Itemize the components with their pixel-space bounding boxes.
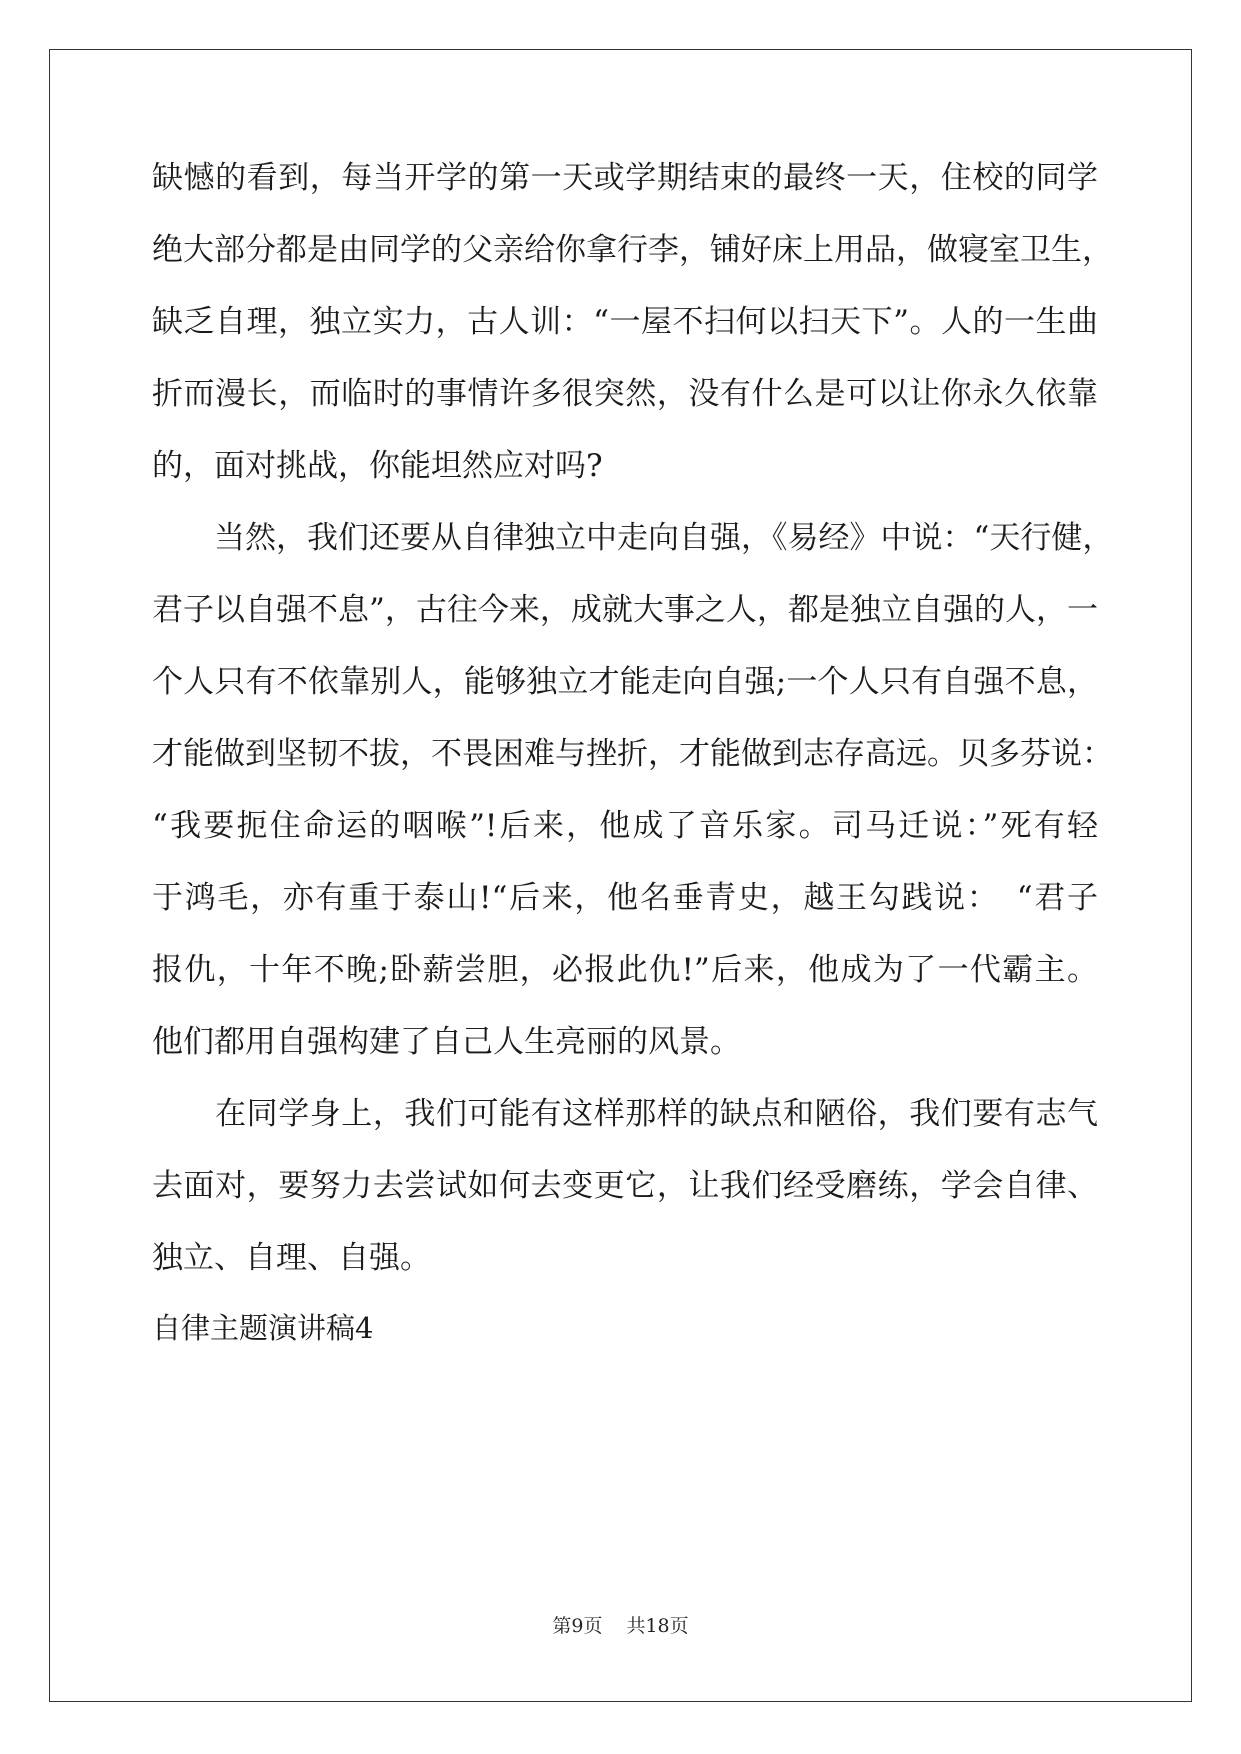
text-line: 缺憾的看到，每当开学的第一天或学期结束的最终一天，住校的同学: [152, 160, 1098, 196]
text-line: 缺乏自理，独立实力，古人训：“一屋不扫何以扫天下”。人的一生曲: [152, 304, 1098, 340]
page-border: [49, 49, 1192, 1702]
text-line: 折而漫长，而临时的事情许多很突然，没有什么是可以让你永久依靠: [152, 376, 1098, 412]
text-line: 个人只有不依靠别人，能够独立才能走向自强;一个人只有自强不息，: [152, 664, 1098, 700]
text-line: 当然，我们还要从自律独立中走向自强，《易经》中说：“天行健，: [152, 520, 1114, 556]
text-line: 的，面对挑战，你能坦然应对吗?: [152, 448, 603, 484]
text-line: “我要扼住命运的咽喉”!后来，他成了音乐家。司马迁说：”死有轻: [152, 808, 1098, 844]
page-footer: [0, 1614, 1241, 1638]
text-line: 报仇，十年不晚;卧薪尝胆，必报此仇!”后来，他成为了一代霸主。: [152, 952, 1098, 988]
text-line: 于鸿毛，亦有重于泰山!“后来，他名垂青史，越王勾践说： “君子: [152, 880, 1098, 916]
text-line: 去面对，要努力去尝试如何去变更它，让我们经受磨练，学会自律、: [152, 1168, 1098, 1204]
text-line: 在同学身上，我们可能有这样那样的缺点和陋俗，我们要有志气: [152, 1096, 1098, 1132]
section-heading: 自律主题演讲稿4: [152, 1311, 374, 1345]
text-line: 君子以自强不息”，古往今来，成就大事之人，都是独立自强的人，一: [152, 592, 1098, 628]
text-line: 独立、自理、自强。: [152, 1240, 431, 1276]
page-number: 第9页: [552, 1615, 603, 1637]
text-line: 才能做到坚韧不拔，不畏困难与挫折，才能做到志存高远。贝多芬说：: [152, 736, 1113, 772]
page-total: 共18页: [626, 1615, 689, 1637]
text-line: 绝大部分都是由同学的父亲给你拿行李，铺好床上用品，做寝室卫生，: [152, 232, 1113, 268]
text-line: 他们都用自强构建了自己人生亮丽的风景。: [152, 1024, 741, 1060]
